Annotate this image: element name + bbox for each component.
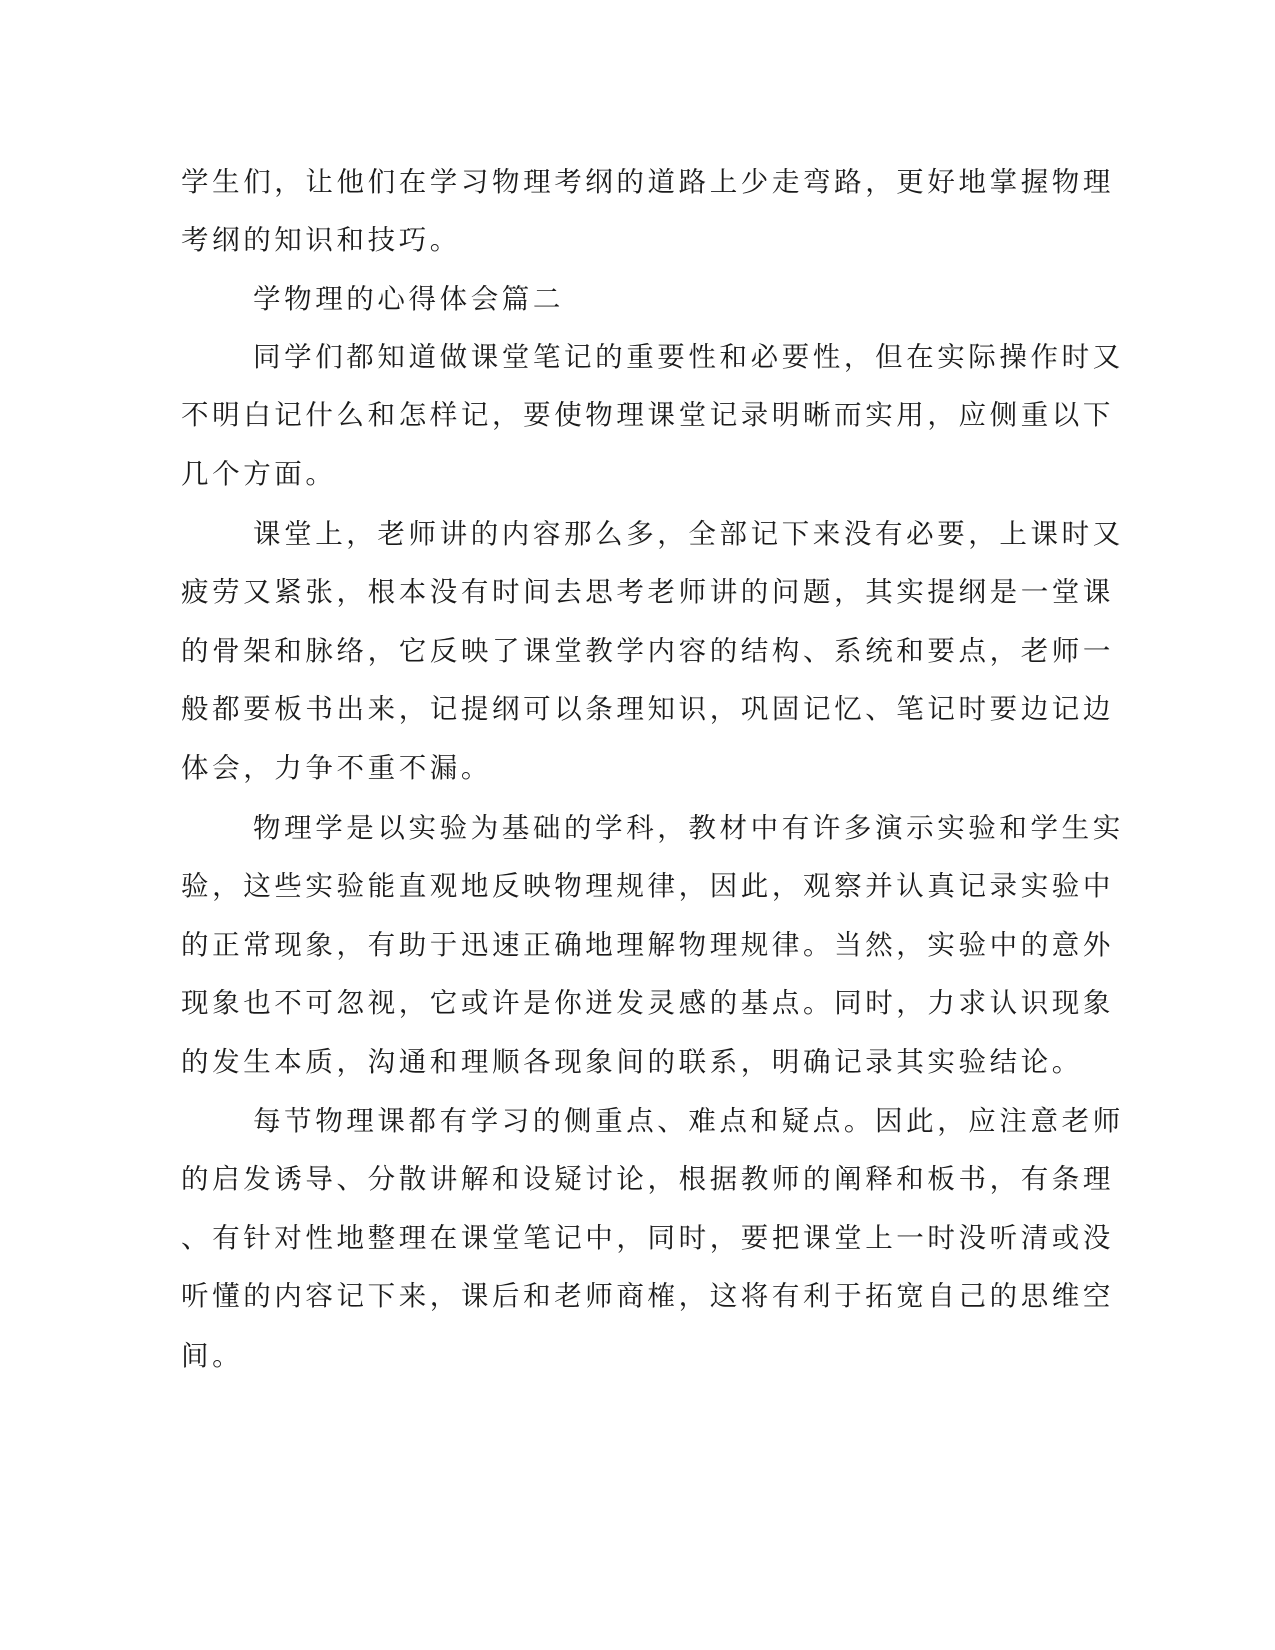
section-heading: 学物理的心得体会篇二: [253, 283, 564, 315]
text-line: 不明白记什么和怎样记，要使物理课堂记录明晰而实用，应侧重以下: [181, 399, 1114, 431]
text-line: 体会，力争不重不漏。: [181, 752, 492, 784]
text-line: 听懂的内容记下来，课后和老师商榷，这将有利于拓宽自己的思维空: [181, 1280, 1114, 1312]
text-line: 现象也不可忽视，它或许是你迸发灵感的基点。同时，力求认识现象: [181, 987, 1114, 1019]
text-line: 般都要板书出来，记提纲可以条理知识，巩固记忆、笔记时要边记边: [181, 693, 1114, 725]
text-line: 的发生本质，沟通和理顺各现象间的联系，明确记录其实验结论。: [181, 1046, 1083, 1078]
text-line: 的骨架和脉络，它反映了课堂教学内容的结构、系统和要点，老师一: [181, 635, 1114, 667]
text-line: 几个方面。: [181, 458, 337, 490]
text-line: 学生们，让他们在学习物理考纲的道路上少走弯路，更好地掌握物理: [181, 166, 1114, 198]
text-line: 同学们都知道做课堂笔记的重要性和必要性，但在实际操作时又: [253, 341, 1124, 373]
text-line: 疲劳又紧张，根本没有时间去思考老师讲的问题，其实提纲是一堂课: [181, 576, 1114, 608]
text-line: 间。: [181, 1340, 244, 1372]
text-line: 课堂上，老师讲的内容那么多，全部记下来没有必要，上课时又: [253, 518, 1124, 550]
text-line: 、有针对性地整理在课堂笔记中，同时，要把课堂上一时没听清或没: [181, 1222, 1114, 1254]
text-line: 考纲的知识和技巧。: [181, 224, 461, 256]
text-line: 每节物理课都有学习的侧重点、难点和疑点。因此，应注意老师: [253, 1105, 1124, 1137]
text-line: 的启发诱导、分散讲解和设疑讨论，根据教师的阐释和板书，有条理: [181, 1163, 1114, 1195]
text-line: 验，这些实验能直观地反映物理规律，因此，观察并认真记录实验中: [181, 870, 1114, 902]
text-line: 物理学是以实验为基础的学科，教材中有许多演示实验和学生实: [253, 812, 1124, 844]
text-line: 的正常现象，有助于迅速正确地理解物理规律。当然，实验中的意外: [181, 929, 1114, 961]
